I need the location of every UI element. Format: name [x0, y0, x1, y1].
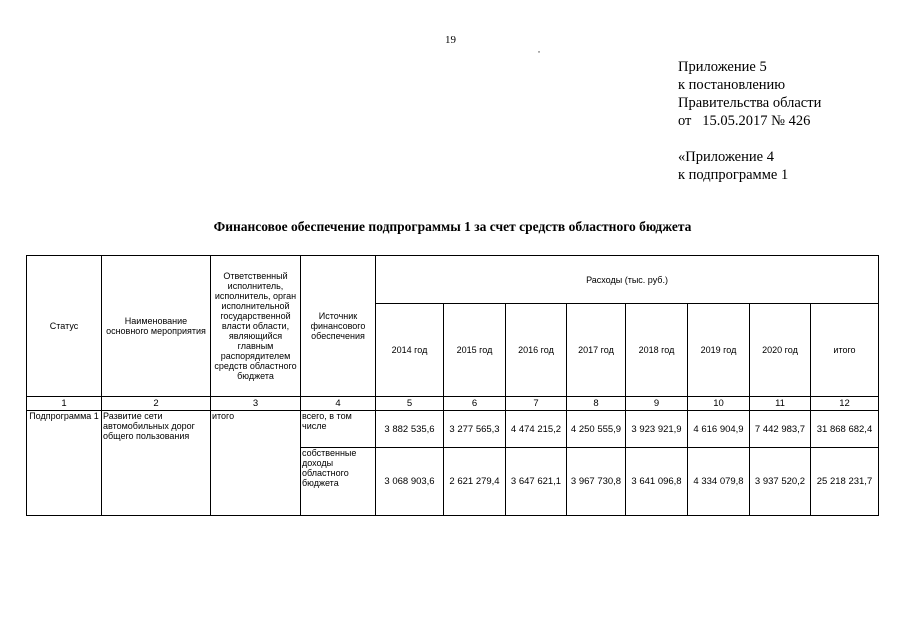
appendix-line: Правительства области [678, 95, 822, 111]
index-cell: 11 [750, 397, 811, 411]
index-cell: 12 [811, 397, 879, 411]
value-cell: 3 277 565,3 [444, 411, 506, 448]
value-cell: 7 442 983,7 [750, 411, 811, 448]
row-executor: итого [211, 411, 301, 516]
header-year: 2018 год [626, 304, 688, 397]
row-source: собственные доходы областного бюджета [301, 448, 376, 516]
value-cell: 25 218 231,7 [811, 448, 879, 516]
page-number: 19 [445, 34, 456, 46]
header-expenses: Расходы (тыс. руб.) [376, 256, 879, 304]
table-row [27, 411, 879, 448]
appendix-line: Приложение 5 [678, 59, 767, 75]
header-year: 2015 год [444, 304, 506, 397]
appendix-block [678, 58, 821, 184]
header-name: Наименование основного мероприятия [102, 256, 211, 397]
row-source: всего, в том числе [301, 411, 376, 448]
header-total: итого [811, 304, 879, 397]
appendix-spacer [678, 130, 821, 148]
index-cell: 10 [688, 397, 750, 411]
document-title: Финансовое обеспечение подпрограммы 1 за счет средств областного бюджета [213, 219, 692, 234]
value-cell: 31 868 682,4 [811, 411, 879, 448]
value-cell: 4 474 215,2 [506, 411, 567, 448]
header-year: 2014 год [376, 304, 444, 397]
index-cell: 6 [444, 397, 506, 411]
header-executor: Ответственный исполнитель, исполнитель, орган исполнительной государственной власти области, являющийся главным распорядителем средств областного бюджета [211, 256, 301, 397]
index-cell: 3 [211, 397, 301, 411]
index-cell: 5 [376, 397, 444, 411]
value-cell: 3 647 621,1 [506, 448, 567, 516]
appendix-line: от 15.05.2017 № 426 [678, 113, 811, 129]
index-cell: 7 [506, 397, 567, 411]
header-year: 2016 год [506, 304, 567, 397]
value-cell: 3 068 903,6 [376, 448, 444, 516]
index-cell: 8 [567, 397, 626, 411]
value-cell: 3 641 096,8 [626, 448, 688, 516]
value-cell: 2 621 279,4 [444, 448, 506, 516]
appendix-line: к постановлению [678, 77, 786, 93]
value-cell: 3 967 730,8 [567, 448, 626, 516]
value-cell: 4 250 555,9 [567, 411, 626, 448]
value-cell: 3 882 535,6 [376, 411, 444, 448]
index-cell: 4 [301, 397, 376, 411]
value-cell: 3 937 520,2 [750, 448, 811, 516]
appendix-line: к подпрограмме 1 [678, 167, 789, 183]
stray-mark: ˙ [537, 48, 541, 62]
index-cell: 9 [626, 397, 688, 411]
row-status: Подпрограмма 1 [27, 411, 102, 516]
value-cell: 4 616 904,9 [688, 411, 750, 448]
header-year: 2019 год [688, 304, 750, 397]
index-cell: 1 [27, 397, 102, 411]
header-source: Источник финансового обеспечения [301, 256, 376, 397]
header-year: 2020 год [750, 304, 811, 397]
row-name: Развитие сети автомобильных дорог общего пользования [102, 411, 211, 516]
index-cell: 2 [102, 397, 211, 411]
header-row-top [27, 256, 879, 304]
value-cell: 3 923 921,9 [626, 411, 688, 448]
financing-table [26, 255, 879, 516]
index-row [27, 397, 879, 411]
appendix-line: «Приложение 4 [678, 149, 774, 165]
header-year: 2017 год [567, 304, 626, 397]
value-cell: 4 334 079,8 [688, 448, 750, 516]
header-status: Статус [27, 256, 102, 397]
